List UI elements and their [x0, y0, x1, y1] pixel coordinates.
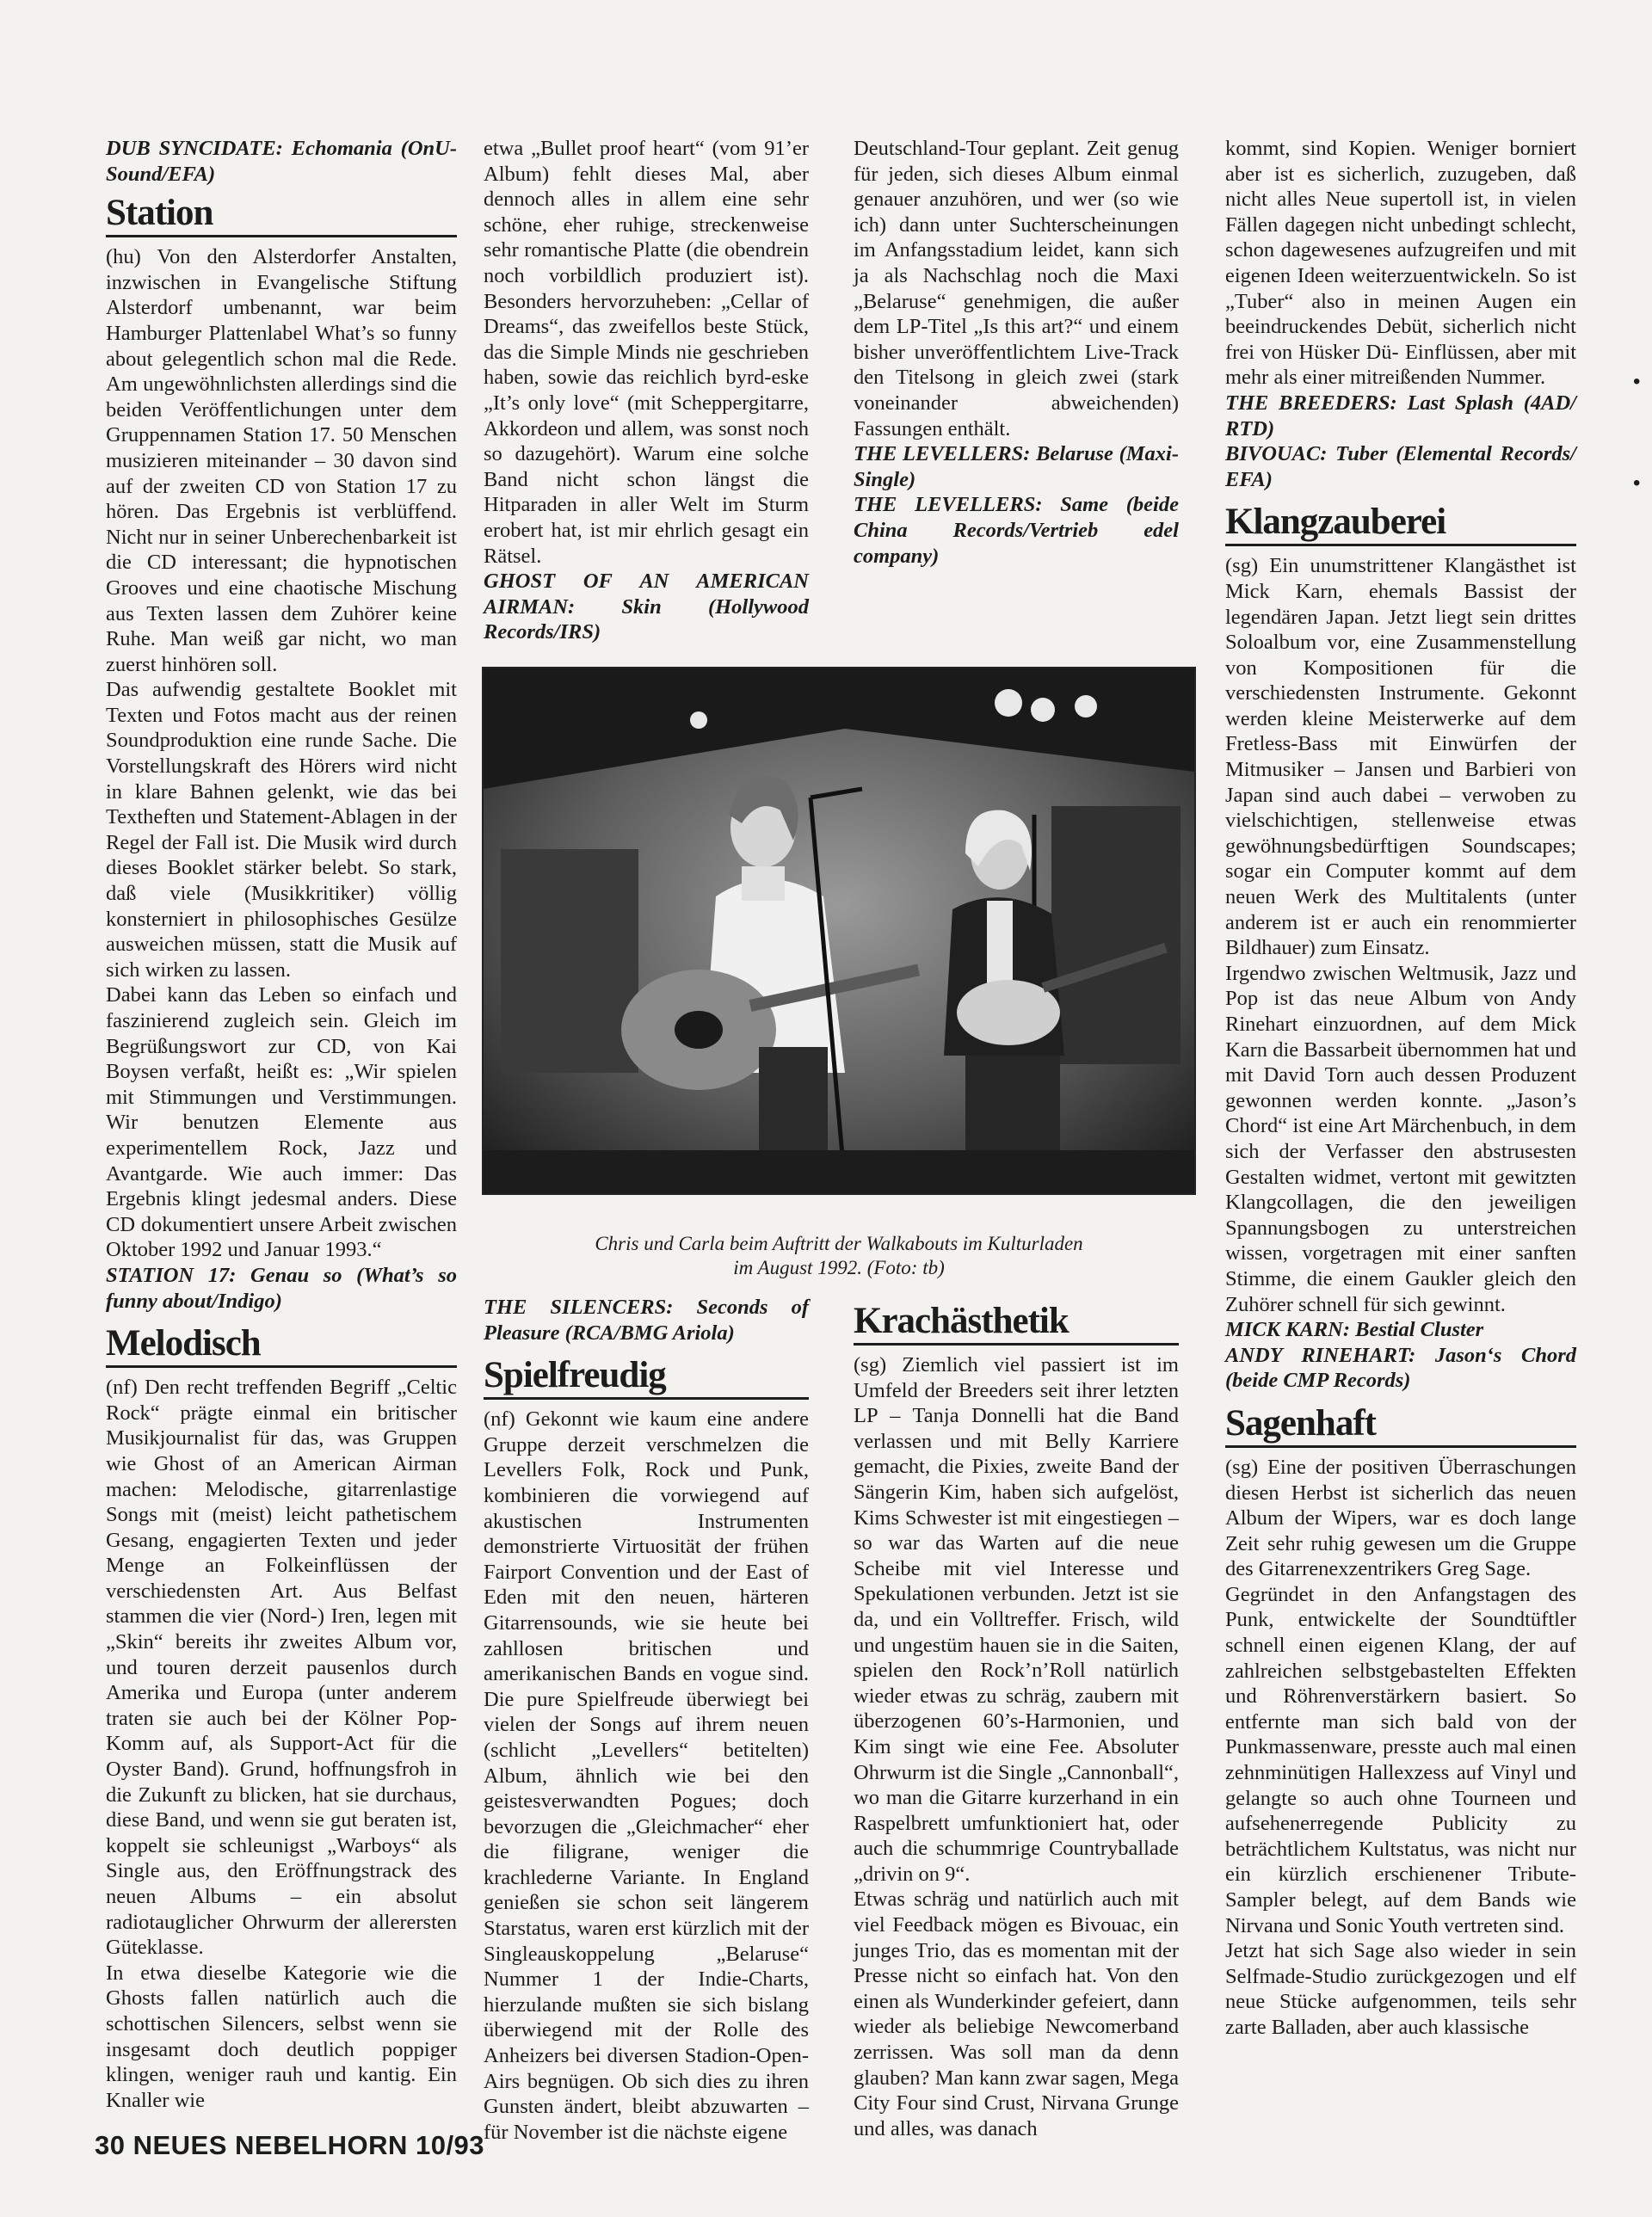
credit-silencers: THE SILENCERS: Seconds of Pleasure (RCA/BMG Ariola) [484, 1296, 809, 1345]
credit-mick-karn: MICK KARN: Bestial Cluster [1225, 1318, 1484, 1342]
article-paragraph: etwa „Bullet proof heart“ (vom 91’er Album) fehlt dieses Mal, aber dennoch alles in allem eine sehr schöne, eher ruhige, streckenweise sehr romantische Platte (die obendrein noch vorbildlich produziert ist). Besonders hervorzuheben: „Cellar of Dreams“, das zweifellos beste Stück, das die Simple Minds nie geschrieben haben, sowie das reichlich byrd-eske „It’s only love“ (mit Scheppergitarre, Akkordeon und allem, was sonst noch so dazugehört). Warum eine solche Band nicht schon längst die Hitparaden in aller Welt im Sturm erobert hat, ist mir ehrlich gesagt ein Rätsel. [484, 137, 809, 568]
article-paragraph: (nf) Gekonnt wie kaum eine andere Gruppe derzeit verschmelzen die Levellers Folk, Rock und Punk, kombinieren die vorwiegend auf akustischen Instrumenten demonstrierte Virtuosität der frühen Fairport Convention und der East of Eden mit den neuen, härteren Gitarrensounds, wie sie heute bei zahllosen britischen und amerikanischen Bands en vogue sind. Die pure Spielfreude überwiegt bei vielen der Songs auf ihrem neuen (schlicht „Levellers“ betitelten) Album, ähnlich wie bei den geistesverwandten Pogues; doch bevorzugen die „Gleichmacher“ eher die filigrane, weniger die krachlederne Variante. In England genießen sie schon seit längerem Starstatus, waren erst kürzlich mit der Singleauskoppelung „Belaruse“ Nummer 1 der Indie-Charts, hierzulande mußten sie sich bislang überwiegend mit der Rolle des Anheizers bei diversen Stadion-Open-Airs begnügen. Ob sich dies zu ihren Gunsten ändert, bleibt abzuwarten – für November ist die nächste eigene [484, 1407, 809, 2144]
heading-spielfreudig: Spielfreudig [484, 1356, 809, 1400]
photo-caption-line: im August 1992. (Foto: tb) [733, 1257, 945, 1278]
credit-station-17: STATION 17: Genau so (What’s so funny about/Indigo) [106, 1263, 457, 1313]
article-paragraph: kommt, sind Kopien. Weniger borniert aber ist es sicherlich, zuzugeben, daß nicht alles Neue supertoll ist, in vielen Fällen dagegen nicht unbedingt schlecht, schon dagewesenes aufzugreifen und mit eigenen Ideen weiterzuentwickeln. So ist „Tuber“ also in meinen Augen ein beeindruckendes Debüt, sicherlich nicht frei von Hüsker Dü- Einflüssen, aber mit mehr als einer mitreißenden Nummer. [1225, 137, 1576, 390]
concert-photo [482, 667, 1196, 1195]
credit-levellers-belaruse: THE LEVELLERS: Belaruse (Maxi-Single) [854, 442, 1179, 491]
heading-station: Station [106, 194, 457, 237]
column-3-top [854, 136, 1179, 569]
credit-breeders: THE BREEDERS: Last Splash (4AD/ RTD) [1225, 391, 1576, 440]
column-1 [106, 136, 457, 2113]
column-2-bottom [484, 1295, 809, 2145]
article-paragraph: (nf) Den recht treffenden Begriff „Celtic Rock“ prägte einmal ein britischer Musikjournalist für das, was Gruppen wie Ghost of an American Airman machen: Melodische, gitarrenlastige Songs mit (meist) leicht pathetischem Gesang, engagierten Texten und jeder Menge an Folkeinflüssen der verschiedensten Art. Aus Belfast stammen die vier (Nord-) Iren, legen mit „Skin“ bereits ihr zweites Album vor, und touren derzeit pausenlos durch Amerika und Europa (unter anderem traten sie auch bei der Kölner Pop-Komm auf, als Support-Act für die Oyster Band). Grund, hoffnungsfroh in die Zukunft zu blicken, hat sie durchaus, diese Band, und wenn sie gut beraten ist, koppelt sie schleunigst „Warboys“ als Single aus, den Eröffnungstrack des neuen Albums – ein absolut radiotauglicher Ohrwurm der allerersten Güteklasse. [106, 1376, 457, 1960]
column-2-top [484, 136, 809, 645]
article-paragraph: In etwa dieselbe Kategorie wie die Ghosts fallen natürlich auch die schottischen Silencers, selbst wenn sie insgesamt doch deutlich poppiger klingen, weniger rauh und kantig. Ein Knaller wie [106, 1961, 457, 2112]
article-paragraph: (sg) Ziemlich viel passiert ist im Umfeld der Breeders seit ihrer letzten LP – Tanja Donnelli hat die Band verlassen und mit Belly Karriere gemacht, die Pixies, zweite Band der Sängerin Kim, haben sich aufgelöst, Kims Schwester ist mit eingestiegen – so war das Warten auf die neue Scheibe mit viel Interesse und Spekulationen verbunden. Jetzt ist sie da, und ein Volltreffer. Frisch, wild und ungestüm hauen sie in die Saiten, spielen den Rock’n’Roll natürlich wieder etwas zu schräg, zaubern mit überzogenen 60’s-Harmonien, und Kim singt wie eine Fee. Absoluter Ohrwurm ist die Single „Cannonball“, wo man die Gitarre kurzerhand in ein Raspelbrett umfunktioniert hat, oder auch die schummrige Countryballade „drivin on 9“. [854, 1353, 1179, 1886]
article-paragraph: (sg) Ein unumstrittener Klangästhet ist Mick Karn, ehemals Bassist der legendären Japan. Jetzt liegt sein drittes Soloalbum vor, eine Zusammenstellung von Kompositionen für die verschiedensten Instrumente. Gekonnt werden kleine Meisterwerke auf dem Fretless-Bass mit Einwürfen der Mitmusiker – Jansen und Barbieri von Japan sind auch dabei – verwoben zu vielschichtigen, stellenweise etwas gewöhnungsbedürftigen Soundscapes; sogar ein Computer kommt auf dem neuen Werk des Multitalents (unter anderem ist er auch ein renommierter Bildhauer) zum Einsatz. [1225, 554, 1576, 960]
credit-levellers-same: THE LEVELLERS: Same (beide China Records/Vertrieb edel company) [854, 493, 1179, 568]
page-footer: 30 NEUES NEBELHORN 10/93 [95, 2130, 485, 2160]
article-paragraph: Etwas schräg und natürlich auch mit viel Feedback mögen es Bivouac, ein junges Trio, das es momentan mit der Presse nicht so einfach hat. Von den einen als Wunderkinder gefeiert, dann wieder als beliebige Newcomerband zerrissen. Was soll man da denn glauben? Man kann zwar sagen, Mega City Four sind Crust, Nirvana Grunge und alles, was danach [854, 1888, 1179, 2140]
article-paragraph: (sg) Eine der positiven Überraschungen diesen Herbst ist sicherlich das neuen Album der Wipers, war es doch lange Zeit sehr ruhig gewesen um die Gruppe des Gitarrenexzentrikers Greg Sage. [1225, 1455, 1576, 1581]
article-paragraph: Deutschland-Tour geplant. Zeit genug für jeden, sich dieses Album einmal genauer anzuhören, und wer (so wie ich) dann unter Suchterscheinungen im Anfangsstadium leidet, kann sich ja als Nachschlag noch die Maxi „Belaruse“ genehmigen, die außer dem LP-Titel „Is this art?“ und einem bisher unveröffentlichtem Live-Track den Titelsong in gleich zwei (stark voneinander abweichenden) Fassungen enthält. [854, 137, 1179, 440]
credit-andy-rinehart: ANDY RINEHART: Jason‘s Chord (beide CMP Records) [1225, 1343, 1576, 1393]
heading-krachaesthetik: Krachästhetik [854, 1302, 1179, 1346]
heading-klangzauberei: Klangzauberei [1225, 502, 1576, 546]
credit-dub-syncidate: DUB SYNCIDATE: Echomania (OnU-Sound/EFA) [106, 137, 457, 186]
photo-caption-line: Chris und Carla beim Auftritt der Walkabouts im Kulturladen [595, 1233, 1083, 1254]
credit-bivouac: BIVOUAC: Tuber (Elemental Records/ EFA) [1225, 442, 1576, 491]
credit-ghost-american-airman: GHOST OF AN AMERICAN AIRMAN: Skin (Hollywood Records/IRS) [484, 570, 809, 644]
article-paragraph: Jetzt hat sich Sage also wieder in sein Selfmade-Studio zurückgezogen und elf neue Stücke aufgenommen, teils sehr zarte Balladen, aber auch klassische [1225, 1939, 1576, 2039]
photo-caption [495, 1232, 1183, 1280]
article-paragraph: Dabei kann das Leben so einfach und faszinierend zugleich sein. Gleich im Begrüßungswort zur CD, von Kai Boysen verfaßt, heißt es: „Wir spielen mit Stimmungen und Verstimmungen. Wir benutzen Elemente aus experimentellem Rock, Jazz und Avantgarde. Wie auch immer: Das Ergebnis klingt jedesmal anders. Diese CD dokumentiert unsere Arbeit zwischen Oktober 1992 und Januar 1993.“ [106, 983, 457, 1262]
column-3-bottom [854, 1295, 1179, 2141]
article-paragraph: Irgendwo zwischen Weltmusik, Jazz und Pop ist das neue Album von Andy Rinehart einzuordnen, auf dem Mick Karn die Bassarbeit übernommen hat und mit David Torn auch dessen Produzent gewonnen werden konnte. „Jason’s Chord“ ist eine Art Märchenbuch, in dem sich der Verfasser den abstrusesten Gestalten widmet, vertont mit gewitzten Klangcollagen, die den jeweiligen Spannungsbogen zu unterstreichen wissen, vorgetragen mit einer sanften Stimme, die einem Gaukler gleich den Zuhörer schnell für sich gewinnt. [1225, 961, 1576, 1316]
article-paragraph: Das aufwendig gestaltete Booklet mit Texten und Fotos macht aus der reinen Soundproduktion eine runde Sache. Die Vorstellungskraft des Hörers wird nicht in klare Bahnen gelenkt, wie das bei Textheften und Statement-Ablagen in der Regel der Fall ist. Die Musik wird durch dieses Booklet stärker belebt. So stark, daß viele (Musikkritiker) völlig konsterniert in philosophisches Gesülze ausweichen müssen, statt die Musik auf sich wirken zu lassen. [106, 678, 457, 982]
heading-melodisch: Melodisch [106, 1324, 457, 1368]
heading-sagenhaft: Sagenhaft [1225, 1404, 1576, 1448]
article-paragraph: Gegründet in den Anfangstagen des Punk, entwickelte der Soundtüftler schnell einen eigenen Klang, der auf zahlreichen selbstgebastelten Effekten und Röhrenverstärkern basiert. So entfernte man sich bald von der Punkmassenware, presste auch mal einen zehnminütigen Hallexzess auf Vinyl und gelangte so auch ohne Tourneen und aufsehenerregende Publicity zu beträchtlichem Kultstatus, was nicht nur ein kürzlich erschienener Tribute-Sampler belegt, auf dem Bands wie Nirvana und Sonic Youth vertreten sind. [1225, 1582, 1576, 1937]
column-4 [1225, 136, 1576, 2041]
margin-mark: • [1633, 370, 1641, 393]
margin-mark: • [1633, 471, 1641, 495]
article-paragraph: (hu) Von den Alsterdorfer Anstalten, inzwischen in Evangelische Stiftung Alsterdorf umbenannt, war beim Hamburger Plattenlabel What’s so funny about gelegentlich schon mal die Rede. Am ungewöhnlichsten allerdings sind die beiden Veröffentlichungen unter dem Gruppennamen Station 17. 50 Menschen musizieren miteinander – 30 davon sind auf der zweiten CD von Station 17 zu hören. Das Ergebnis ist verblüffend. Nicht nur in seiner Unberechenbarkeit ist die CD interessant; die hypnotischen Grooves und eine chaotische Mischung aus Texten lassen dem Zuhörer keine Ruhe. Man weiß gar nicht, wo man zuerst hinhören soll. [106, 245, 457, 676]
